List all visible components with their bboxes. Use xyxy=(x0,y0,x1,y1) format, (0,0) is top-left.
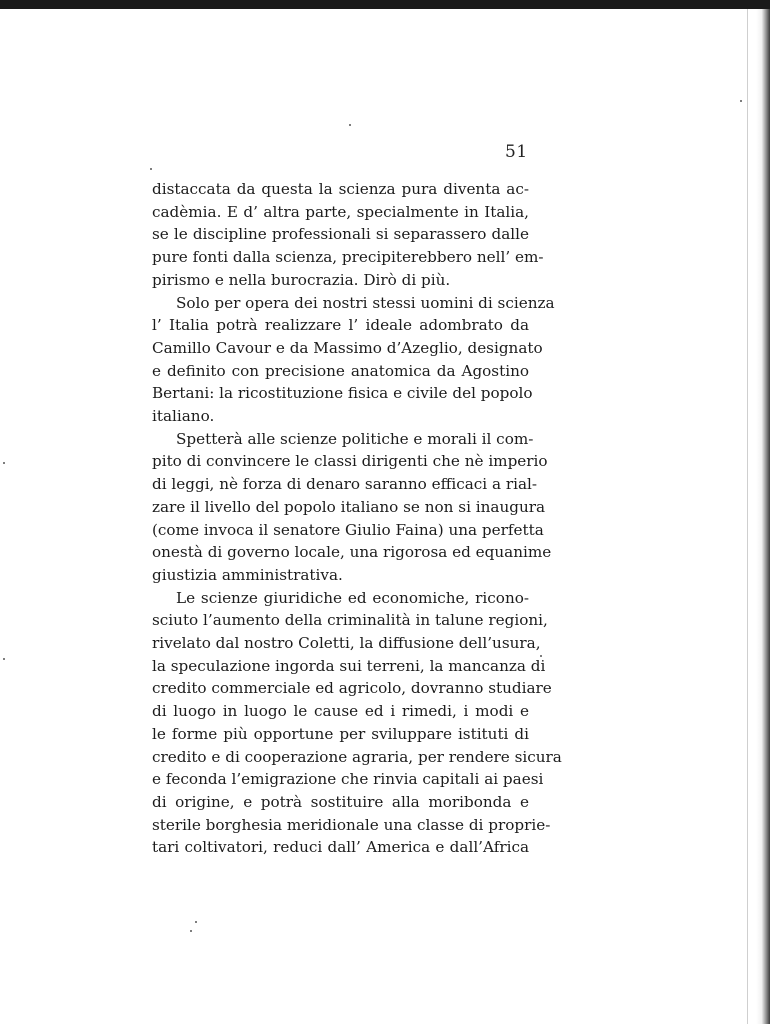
text-line: sterile borghesia meridionale una classe di proprie- xyxy=(152,815,551,834)
text-line: di origine, e potrà sostituire alla moribonda e xyxy=(152,792,529,811)
scan-speck xyxy=(349,124,351,126)
scan-top-border xyxy=(0,0,770,9)
scan-speck xyxy=(195,921,197,923)
text-line: giustizia amministrativa. xyxy=(152,565,343,584)
text-line: di leggi, nè forza di denaro saranno efficaci a rial- xyxy=(152,475,538,494)
text-line: e definito con precisione anatomica da Agostino xyxy=(152,361,529,380)
scan-speck xyxy=(3,658,5,660)
scan-speck xyxy=(150,168,152,170)
text-line: Camillo Cavour e da Massimo d’Azeglio, designato xyxy=(152,338,543,357)
text-line: l’ Italia potrà realizzare l’ ideale adombrato da xyxy=(152,316,529,335)
text-line: italiano. xyxy=(152,407,215,426)
scan-page-edge-line xyxy=(747,9,748,1024)
text-line: le forme più opportune per sviluppare istituti di xyxy=(152,724,529,743)
text-line: Le scienze giuridiche ed economiche, ricono- xyxy=(176,588,529,607)
text-line: tari coltivatori, reduci dall’ America e dall’Africa xyxy=(152,838,529,857)
text-line: pure fonti dalla scienza, precipiterebbero nell’ em- xyxy=(152,248,544,267)
text-line: pirismo e nella burocrazia. Dirò di più. xyxy=(152,270,451,289)
text-line: onestà di governo locale, una rigorosa ed equanime xyxy=(152,543,552,562)
text-line: Solo per opera dei nostri stessi uomini di scienza xyxy=(176,293,555,312)
text-line: sciuto l’aumento della criminalità in talune regioni, xyxy=(152,611,548,630)
text-line: zare il livello del popolo italiano se non si inaugura xyxy=(152,497,546,516)
scan-speck xyxy=(740,100,742,102)
scan-speck xyxy=(190,930,192,932)
text-line: pito di convincere le classi dirigenti che nè imperio xyxy=(152,452,548,471)
text-line: Bertani: la ricostituzione fisica e civile del popolo xyxy=(152,384,533,403)
text-line: Spetterà alle scienze politiche e morali il com- xyxy=(176,429,534,448)
text-line: cadèmia. E d’ altra parte, specialmente in Italia, xyxy=(152,202,529,221)
text-line: distaccata da questa la scienza pura diventa ac- xyxy=(152,180,529,198)
scan-speck xyxy=(3,462,5,464)
text-line: credito commerciale ed agricolo, dovranno studiare xyxy=(152,679,552,698)
scan-right-border xyxy=(756,9,770,1024)
text-line: di luogo in luogo le cause ed i rimedi, i modi e xyxy=(152,702,529,721)
page-number: 51 xyxy=(505,142,528,162)
text-line: se le discipline professionali si separassero dalle xyxy=(152,225,529,244)
text-line: credito e di cooperazione agraria, per rendere sicura xyxy=(152,747,562,766)
text-line: la speculazione ingorda sui terreni, la mancanza di xyxy=(152,656,546,675)
text-line: (come invoca il senatore Giulio Faina) una perfetta xyxy=(152,520,544,539)
text-line: e feconda l’emigrazione che rinvia capitali ai paesi xyxy=(152,770,544,789)
text-line: rivelato dal nostro Coletti, la diffusione dell’usura, xyxy=(152,634,541,653)
body-text xyxy=(152,178,562,859)
